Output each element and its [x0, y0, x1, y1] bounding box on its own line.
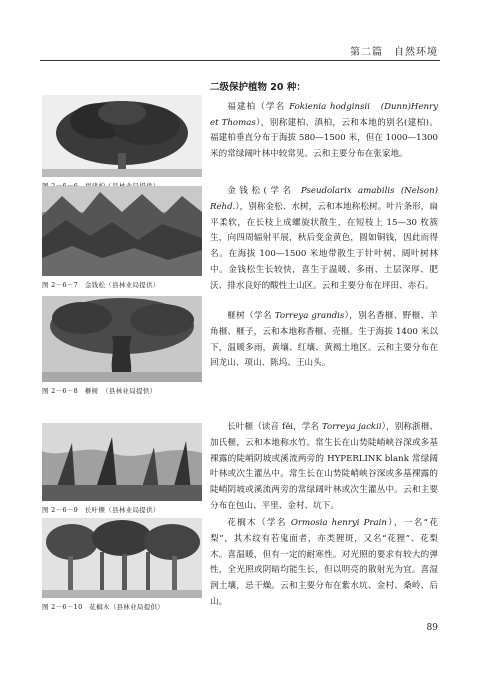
photo-torreya-jackii — [42, 423, 202, 501]
figure-caption: 图 2－6－8 榧树 （县林业局提供） — [42, 387, 157, 395]
entry-torreya-grandis — [210, 309, 438, 372]
header-title: 第二篇 自然环境 — [350, 47, 438, 58]
entry-paragraph: 长叶榧（读音 fěi，学名 Torreya jackii），别称浙榧、加氏榧，云和本地称水竹。常生长在山势陡峭峡谷深或多基裸露的陡峭阴坡或溪流两旁的 HYPERLINK blank 常绿阔叶林或次生灌丛中。常生长在山势陡峭峡谷深或多基裸露的陡峭阴坡或溪流两旁的常绿阔叶林或次生灌丛中。云和主要分布在包山、平里、金村、坑下。 — [210, 422, 438, 511]
entry-golden-larch — [210, 184, 438, 295]
photo-golden-larch — [42, 186, 202, 276]
figure-torreya-grandis — [42, 296, 202, 395]
page-number: 89 — [426, 623, 438, 633]
entry-torreya-jackii — [210, 420, 438, 515]
photo-fujian-cypress — [42, 95, 202, 177]
photo-ormosia-henryi — [42, 518, 202, 598]
figure-caption: 图 2－6－10 花榈木（县林业局提供） — [42, 603, 165, 611]
figure-golden-larch — [42, 186, 202, 289]
entry-paragraph: 榧树（学名 Torreya grandis），别名香榧、野榧、羊角榧、榧子，云和本地称香榧、壳榧。生于海拔 1400 米以下，温暖多雨，黄壤、红壤、黄褐土地区。云和主要分布在回龙山、项山、陈坞、王山头。 — [210, 311, 439, 369]
entry-ormosia-henryi — [210, 516, 438, 611]
running-header — [40, 40, 440, 61]
section-title: 二级保护植物 20 种： — [210, 82, 306, 93]
figure-caption: 图 2－6－7 金钱松（县林业局提供） — [42, 281, 160, 289]
figure-ormosia-henryi — [42, 518, 202, 611]
entry-fujian-cypress — [210, 80, 438, 163]
entry-paragraph: 福建柏（学名 Fokienia hodginsii (Dunn)Henry et Thomas），别称建柏、滇柏，云和本地的别名(建柏)。福建柏垂直分布于海拔 580—1500 米，但在 1000—1300 米的常绿阔叶林中较常见。云和主要分布在张家地。 — [210, 101, 438, 160]
figure-caption: 图 2－6－9 长叶榧（县林业局提供） — [42, 506, 160, 514]
entry-paragraph: 金钱松(学名 Pseudolarix amabilis (Nelson) Rehd.），别称金松、水树，云和本地称松树。叶片条形，扁平柔软，在长枝上成螺旋状散生，在短枝上 15—30 枚簇生，向四周辐射平展，秋后变金黄色，圆如铜钱，因此而得名。在海拔 100—1500 米地带散生于针叶树、阔叶树林中。金钱松生长较快，喜生于温暖、多雨、土层深厚、肥沃、排水良好的酸性土山区。云和主要分布在坪田、赤石。 — [210, 186, 438, 291]
figure-fujian-cypress — [42, 95, 202, 190]
photo-torreya-grandis — [42, 296, 202, 382]
entry-paragraph: 花榈木（学名 Ormosia henryi Prain），一名“花梨”，其木纹有若鬼面者，亦类狸斑，又名“花狸”、花梨木。喜温暖，但有一定的耐寒性。对光照的要求有较大的弹性，全光照或阴暗均能生长，但以明亮的散射光为宜。喜湿润土壤，忌干燥。云和主要分布在紫水坑、金村、桑岭、后山。 — [210, 518, 439, 607]
figure-torreya-jackii — [42, 423, 202, 514]
